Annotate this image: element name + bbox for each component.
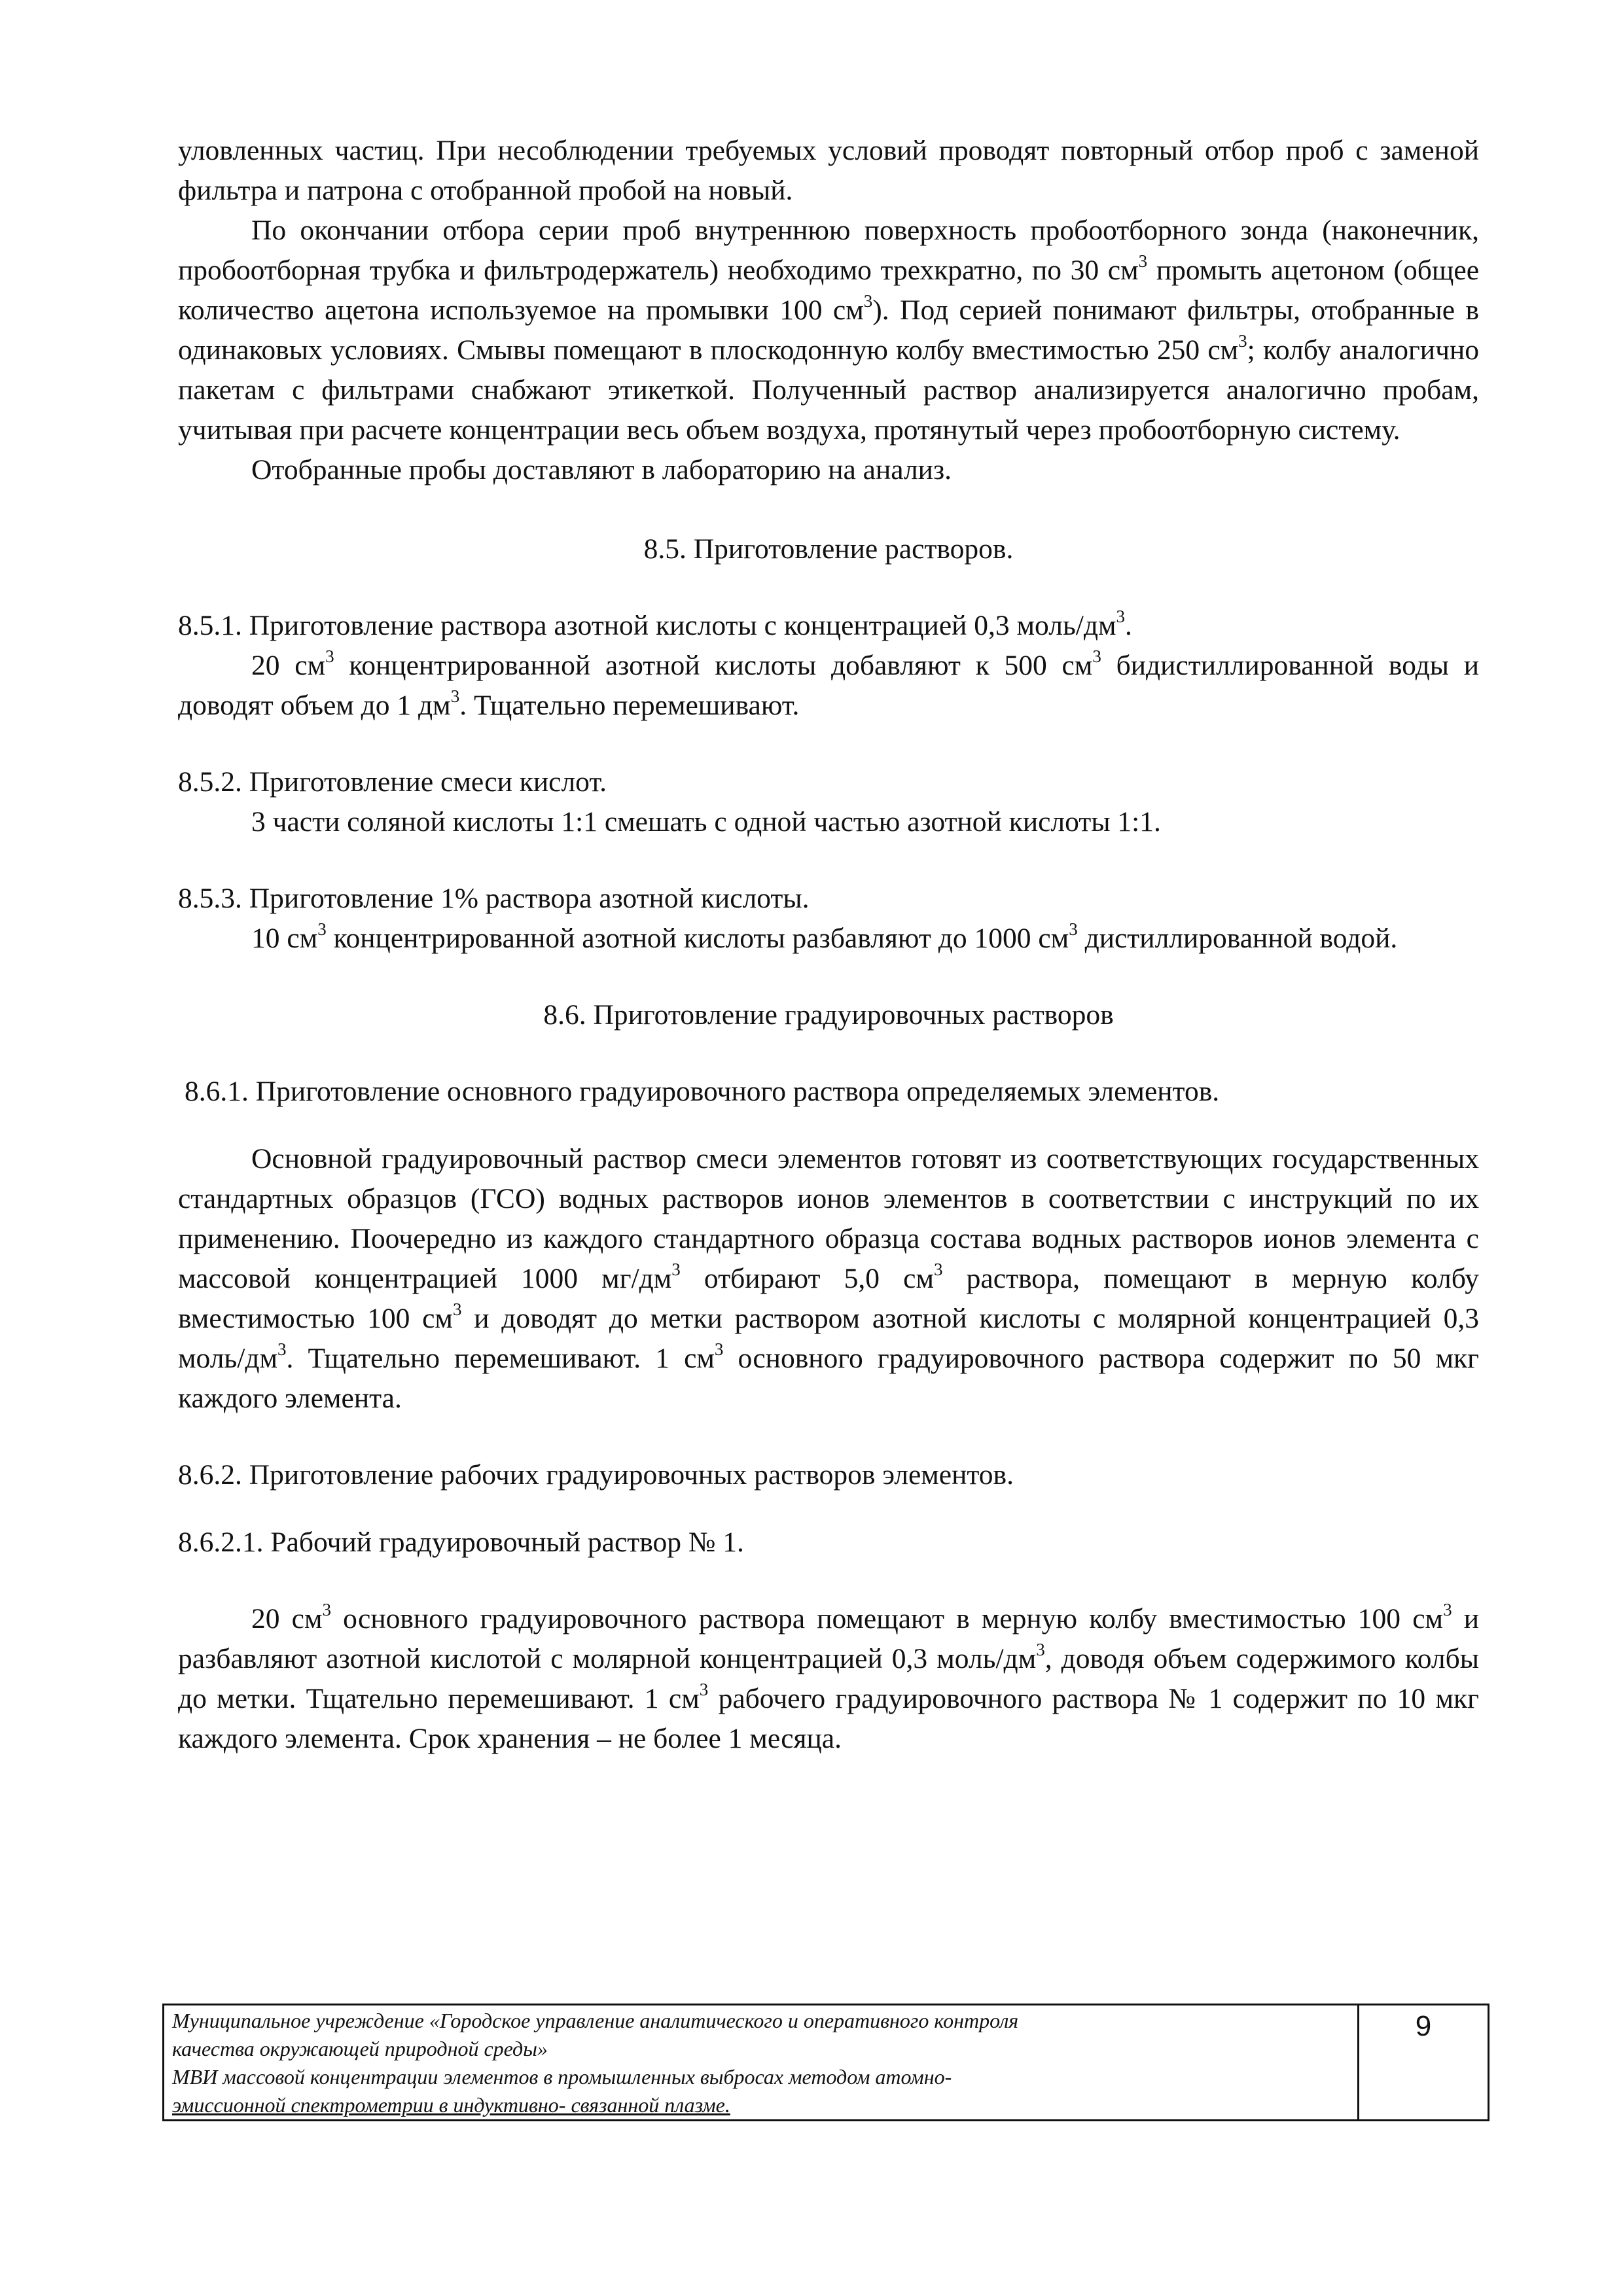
superscript: 3 xyxy=(1138,251,1148,271)
superscript: 3 xyxy=(1036,1639,1045,1659)
superscript: 3 xyxy=(1092,646,1101,666)
footer-line-organization: Муниципальное учреждение «Городское управление аналитического и оперативного контроля xyxy=(172,2009,1019,2032)
superscript: 3 xyxy=(1116,606,1126,626)
subsection-heading-8-6-1: 8.6.1. Приготовление основного градуировочного раствора определяемых элементов. xyxy=(185,1076,1220,1107)
text-run: основного градуировочного раствора содержит по 50 мкг каждого элемента. xyxy=(178,1343,1480,1414)
text-run: и доводят до метки раствором азотной кислоты с молярной концентрацией 0,3 моль/дм xyxy=(178,1303,1479,1374)
text-run: и разбавляют азотной кислотой с молярной концентрацией 0,3 моль/дм xyxy=(178,1603,1480,1674)
paragraph-8-6-1 xyxy=(178,1139,1479,1419)
superscript: 3 xyxy=(714,1339,724,1359)
superscript: 3 xyxy=(1238,330,1247,351)
text-run: , доводя объем содержимого колбы до метки. Тщательно перемешивают. 1 см xyxy=(178,1643,1479,1714)
footer-organization-block xyxy=(164,2005,1359,2119)
text-run: дистиллированной водой. xyxy=(1077,923,1398,954)
text-run: концентрированной азотной кислоты разбавляют до 1000 см xyxy=(326,923,1069,954)
subsection-heading-8-5-2: 8.5.2. Приготовление смеси кислот. xyxy=(178,766,607,798)
superscript: 3 xyxy=(863,291,873,311)
text-run: раствора, помещают в мерную колбу вместимостью 100 см xyxy=(178,1263,1479,1334)
text-run: ). Под серией понимают фильтры, отобранные в одинаковых условиях. Смывы помещают в плоскодонную колбу вместимостью 250 см xyxy=(178,294,1479,366)
superscript: 3 xyxy=(317,919,327,939)
superscript: 3 xyxy=(277,1339,287,1359)
text-run: 8.5.1. Приготовление раствора азотной кислоты с концентрацией 0,3 моль/дм xyxy=(178,610,1116,641)
text-run: бидистиллированной воды и доводят объем до 1 дм xyxy=(178,650,1479,721)
text-run: По окончании отбора серии проб внутреннюю поверхность пробоотборного зонда (наконечник, пробоотборная трубка и фильтродержатель) необходимо трехкратно, по 30 см xyxy=(178,215,1479,286)
text-run: . Тщательно перемешивают. 1 см xyxy=(286,1343,715,1374)
text-run: отбирают 5,0 см xyxy=(680,1263,935,1294)
subsection-heading-8-5-3: 8.5.3. Приготовление 1% раствора азотной кислоты. xyxy=(178,883,810,914)
superscript: 3 xyxy=(325,646,334,666)
text-run: 10 см xyxy=(251,923,318,954)
superscript: 3 xyxy=(322,1599,332,1619)
text-run: рабочего градуировочного раствора № 1 содержит по 10 мкг каждого элемента. Срок хранения – не более 1 месяца. xyxy=(178,1683,1479,1754)
footer-line-method: МВИ массовой концентрации элементов в промышленных выбросах методом атомно- xyxy=(172,2065,952,2089)
text-run: . xyxy=(1125,610,1132,641)
document-body xyxy=(178,131,1479,1759)
paragraph-delivery: Отобранные пробы доставляют в лабораторию на анализ. xyxy=(251,454,952,486)
superscript: 3 xyxy=(699,1679,709,1699)
subsection-heading-8-5-1 xyxy=(178,606,1479,646)
text-run: концентрированной азотной кислоты добавляют к 500 см xyxy=(334,650,1093,681)
superscript: 3 xyxy=(452,1299,462,1319)
subsection-heading-8-6-2-1: 8.6.2.1. Рабочий градуировочный раствор № 1. xyxy=(178,1527,744,1558)
text-run: 20 см xyxy=(251,650,326,681)
text-run: промыть ацетоном (общее количество ацетона используемое на промывки 100 см xyxy=(178,255,1480,326)
text-run: основного градуировочного раствора помещают в мерную колбу вместимостью 100 см xyxy=(331,1603,1444,1634)
section-heading-8-6: 8.6. Приготовление градуировочных растворов xyxy=(543,999,1114,1031)
paragraph-particles: уловленных частиц. При несоблюдении требуемых условий проводят повторный отбор проб с заменой фильтра и патрона с отобранной пробой на новый. xyxy=(178,135,1479,206)
text-run: ; колбу аналогично пакетам с фильтрами снабжают этикеткой. Полученный раствор анализируется аналогично пробам, учитывая при расчете концентрации весь объем воздуха, протянутый через пробоотборную систему. xyxy=(178,334,1479,446)
paragraph-8-5-3 xyxy=(178,919,1479,959)
text-run: 20 см xyxy=(251,1603,323,1634)
footer-line-organization-cont: качества окружающей природной среды» xyxy=(172,2037,548,2060)
superscript: 3 xyxy=(671,1259,681,1279)
superscript: 3 xyxy=(934,1259,943,1279)
section-heading-8-5: 8.5. Приготовление растворов. xyxy=(643,533,1014,565)
superscript: 3 xyxy=(1069,919,1078,939)
text-run: . Тщательно перемешивают. xyxy=(459,690,800,721)
paragraph-8-5-2: 3 части соляной кислоты 1:1 смешать с одной частью азотной кислоты 1:1. xyxy=(251,806,1161,838)
paragraph-probe-rinse xyxy=(178,211,1479,450)
superscript: 3 xyxy=(1443,1599,1452,1619)
text-run: Основной градуировочный раствор смеси элементов готовят из соответствующих государственных стандартных образцов (ГСО) водных растворов ионов элементов в соответствии с инструкций по их применению. Поочередно из каждого стандартного образца состава водных растворов ионов элемента с массовой концентрацией 1000 мг/дм xyxy=(178,1143,1479,1294)
footer-line-method-cont: эмиссионной спектрометрии в индуктивно- связанной плазме. xyxy=(172,2093,730,2117)
paragraph-8-5-1 xyxy=(178,646,1479,726)
page-number: 9 xyxy=(1415,2010,1432,2042)
page-footer xyxy=(162,2004,1489,2121)
superscript: 3 xyxy=(450,686,460,706)
subsection-heading-8-6-2: 8.6.2. Приготовление рабочих градуировочных растворов элементов. xyxy=(178,1459,1014,1491)
paragraph-8-6-2-1 xyxy=(178,1599,1479,1759)
